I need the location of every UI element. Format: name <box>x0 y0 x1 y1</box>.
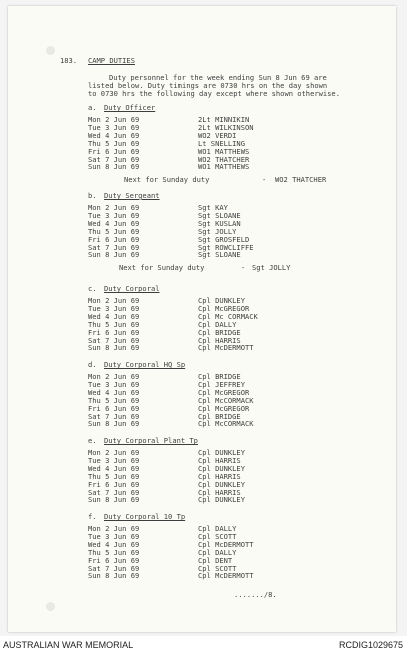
section-label: d. <box>88 360 97 369</box>
duty-person: Sgt ROWCLIFFE <box>198 242 254 252</box>
duty-date: Tue 3 Jun 69 <box>88 303 140 313</box>
duty-person: Cpl DALLY <box>198 319 237 329</box>
duty-person: Cpl McGREGOR <box>198 403 250 413</box>
section-heading <box>88 513 185 521</box>
duty-date: Mon 2 Jun 69 <box>88 203 140 212</box>
duty-date: Wed 4 Jun 69 <box>88 218 140 228</box>
duty-person: Sgt KAY <box>198 203 228 212</box>
duty-person: WO2 THATCHER <box>198 154 250 164</box>
duty-person: Cpl HARRIS <box>198 471 241 481</box>
continuation-marker: ......./8. <box>234 590 277 599</box>
duty-date: Sun 8 Jun 69 <box>88 162 140 172</box>
duty-person: Cpl McDERMOTT <box>198 343 254 353</box>
duty-date: Fri 6 Jun 69 <box>88 403 140 413</box>
duty-date: Mon 2 Jun 69 <box>88 448 140 457</box>
duty-person: Cpl DALLY <box>198 524 237 533</box>
duty-person: Sgt SLOANE <box>198 210 241 220</box>
intro-line-2: listed below. Duty timings are 0730 hrs on the day shown <box>88 81 328 90</box>
duty-date: Thu 5 Jun 69 <box>88 547 140 557</box>
duty-date: Sun 8 Jun 69 <box>88 419 140 429</box>
duty-person: Cpl McDERMOTT <box>198 571 254 581</box>
next-sunday-label: Next for Sunday duty <box>119 263 205 273</box>
dash-separator: - <box>262 175 267 185</box>
section-label: a. <box>88 103 97 112</box>
duty-row <box>88 572 254 580</box>
section-label: c. <box>88 284 97 293</box>
duty-date: Sun 8 Jun 69 <box>88 495 140 505</box>
item-number: 183. <box>60 56 78 65</box>
duty-date: Wed 4 Jun 69 <box>88 539 140 549</box>
duty-person: Cpl SCOTT <box>198 563 237 573</box>
duty-date: Sun 8 Jun 69 <box>88 343 140 353</box>
duty-person: Cpl DUNKLEY <box>198 463 245 473</box>
duty-date: Thu 5 Jun 69 <box>88 138 140 148</box>
duty-person: WO1 MATTHEWS <box>198 146 250 156</box>
duty-date: Sat 7 Jun 69 <box>88 242 140 252</box>
duty-row <box>88 496 245 504</box>
duty-person: Cpl DALLY <box>198 547 237 557</box>
duty-row <box>88 251 241 259</box>
duty-date: Fri 6 Jun 69 <box>88 234 140 244</box>
duty-person: Cpl DUNKLEY <box>198 495 245 505</box>
section-heading <box>88 361 185 369</box>
duty-person: WO1 MATTHEWS <box>198 162 250 172</box>
duty-person: Cpl DUNKLEY <box>198 479 245 489</box>
duty-row <box>88 344 254 352</box>
section-title: Duty Corporal Plant Tp <box>104 436 198 445</box>
duty-person: Cpl BRIDGE <box>198 327 241 337</box>
duty-person: Cpl HARRIS <box>198 335 241 345</box>
duty-date: Tue 3 Jun 69 <box>88 455 140 465</box>
section-heading <box>88 104 155 112</box>
duty-date: Mon 2 Jun 69 <box>88 524 140 533</box>
intro-line-3: to 0730 hrs the following day except where shown otherwise. <box>88 89 340 98</box>
duty-person: Cpl McDERMOTT <box>198 539 254 549</box>
section-heading <box>88 285 160 293</box>
duty-date: Wed 4 Jun 69 <box>88 387 140 397</box>
footer-institution: AUSTRALIAN WAR MEMORIAL <box>3 640 134 650</box>
duty-date: Fri 6 Jun 69 <box>88 555 140 565</box>
section-label: b. <box>88 191 97 200</box>
document-page <box>8 6 396 632</box>
duty-date: Wed 4 Jun 69 <box>88 463 140 473</box>
duty-date: Tue 3 Jun 69 <box>88 210 140 220</box>
duty-date: Wed 4 Jun 69 <box>88 130 140 140</box>
next-sunday-person: Sgt JOLLY <box>252 263 291 273</box>
duty-person: Cpl Mc CORMACK <box>198 311 258 321</box>
duty-person: Sgt GROSFELD <box>198 234 250 244</box>
duty-person: Cpl BRIDGE <box>198 411 241 421</box>
duty-date: Thu 5 Jun 69 <box>88 226 140 236</box>
duty-date: Sat 7 Jun 69 <box>88 487 140 497</box>
document-heading: CAMP DUTIES <box>88 56 135 65</box>
footer-reference: RCDIG1029675 <box>338 640 403 650</box>
duty-row <box>88 420 254 428</box>
duty-person: Cpl McCORMACK <box>198 419 254 429</box>
duty-person: 2Lt WILKINSON <box>198 122 254 132</box>
duty-person: 2Lt MINNIKIN <box>198 115 250 124</box>
duty-person: Cpl McCORMACK <box>198 395 254 405</box>
duty-person: Lt SNELLING <box>198 138 245 148</box>
duty-date: Mon 2 Jun 69 <box>88 372 140 381</box>
duty-date: Wed 4 Jun 69 <box>88 311 140 321</box>
duty-date: Sat 7 Jun 69 <box>88 154 140 164</box>
duty-date: Mon 2 Jun 69 <box>88 296 140 305</box>
next-sunday-label: Next for Sunday duty <box>124 175 210 185</box>
section-label: f. <box>88 512 97 521</box>
document-text <box>8 6 396 632</box>
section-heading <box>88 192 160 200</box>
duty-date: Fri 6 Jun 69 <box>88 146 140 156</box>
duty-date: Thu 5 Jun 69 <box>88 319 140 329</box>
duty-person: Cpl SCOTT <box>198 531 237 541</box>
duty-date: Thu 5 Jun 69 <box>88 395 140 405</box>
section-title: Duty Corporal HQ Sp <box>104 360 186 369</box>
duty-date: Tue 3 Jun 69 <box>88 379 140 389</box>
duty-person: Cpl JEFFREY <box>198 379 245 389</box>
duty-person: Sgt SLOANE <box>198 250 241 260</box>
duty-date: Mon 2 Jun 69 <box>88 115 140 124</box>
duty-date: Tue 3 Jun 69 <box>88 122 140 132</box>
duty-date: Tue 3 Jun 69 <box>88 531 140 541</box>
intro-line-1: Duty personnel for the week ending Sun 8 Jun 69 are <box>109 73 327 82</box>
section-label: e. <box>88 436 97 445</box>
duty-date: Sat 7 Jun 69 <box>88 563 140 573</box>
duty-person: Cpl HARRIS <box>198 487 241 497</box>
section-title: Duty Sergeant <box>104 191 160 200</box>
duty-date: Sun 8 Jun 69 <box>88 250 140 260</box>
section-title: Duty Corporal 10 Tp <box>104 512 186 521</box>
duty-person: Sgt KUSLAN <box>198 218 241 228</box>
duty-person: Cpl HARRIS <box>198 455 241 465</box>
dash-separator: - <box>241 263 246 273</box>
duty-person: Cpl DUNKLEY <box>198 296 245 305</box>
duty-date: Sat 7 Jun 69 <box>88 335 140 345</box>
next-sunday-person: WO2 THATCHER <box>275 175 327 185</box>
duty-date: Fri 6 Jun 69 <box>88 327 140 337</box>
archive-footer <box>0 636 407 653</box>
duty-person: Cpl BRIDGE <box>198 372 241 381</box>
duty-person: Cpl McGREGOR <box>198 387 250 397</box>
duty-date: Fri 6 Jun 69 <box>88 479 140 489</box>
duty-person: Cpl DUNKLEY <box>198 448 245 457</box>
duty-person: Cpl McGREGOR <box>198 303 250 313</box>
section-title: Duty Officer <box>104 103 156 112</box>
section-title: Duty Corporal <box>104 284 160 293</box>
duty-date: Sun 8 Jun 69 <box>88 571 140 581</box>
duty-person: Cpl DENT <box>198 555 233 565</box>
duty-person: Sgt JOLLY <box>198 226 237 236</box>
duty-date: Sat 7 Jun 69 <box>88 411 140 421</box>
duty-date: Thu 5 Jun 69 <box>88 471 140 481</box>
section-heading <box>88 437 198 445</box>
duty-person: WO2 VERDI <box>198 130 237 140</box>
duty-row <box>88 163 249 171</box>
